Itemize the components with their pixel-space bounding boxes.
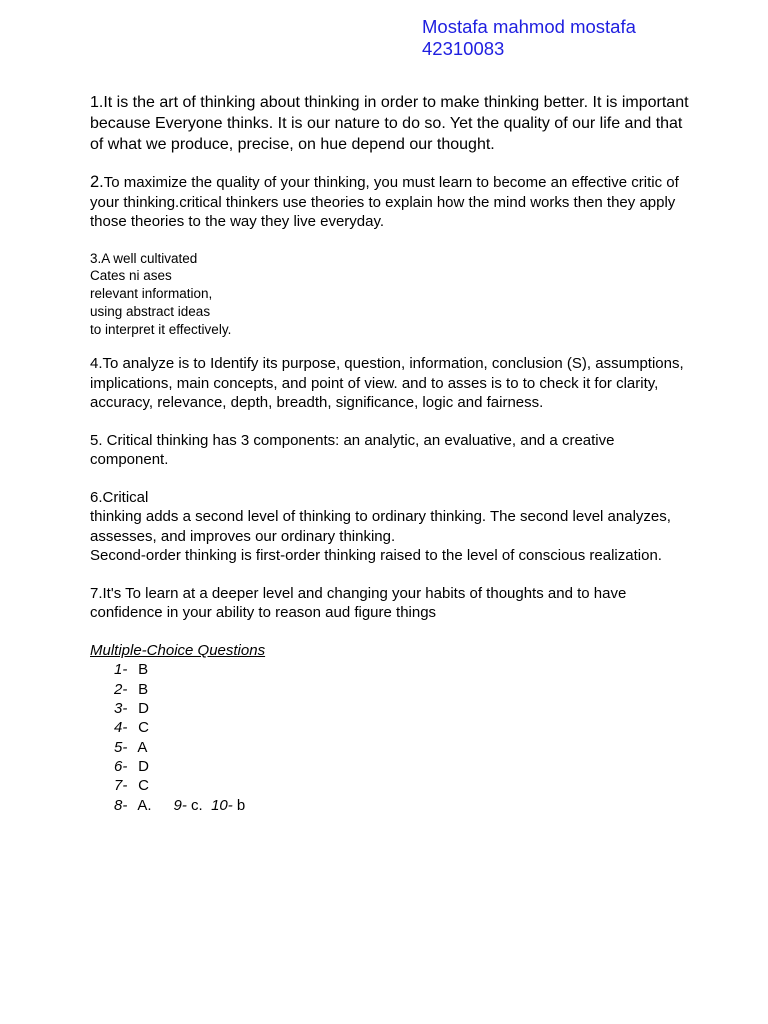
answer-6-line: 6.Critical bbox=[90, 488, 149, 506]
list-item bbox=[114, 699, 690, 718]
mcq-list bbox=[90, 660, 690, 814]
list-item bbox=[114, 660, 690, 679]
list-item bbox=[114, 776, 690, 795]
answer-3 bbox=[90, 250, 690, 339]
mcq-answer: B bbox=[138, 680, 149, 698]
mcq-answer: C bbox=[138, 777, 150, 795]
answer-5: 5. Critical thinking has 3 components: an analytic, an evaluative, and a creative component. bbox=[90, 431, 615, 469]
answer-7: 7.It's To learn at a deeper level and changing your habits of thoughts and to have confidence in your ability to reason aud figure things bbox=[90, 584, 627, 622]
answer-sheet bbox=[90, 92, 690, 815]
mcq-number: 10- bbox=[211, 796, 233, 814]
mcq-number: 1- bbox=[114, 661, 128, 679]
student-id: 42310083 bbox=[422, 38, 505, 59]
answer-2-text: To maximize the quality of your thinking, you must learn to become an effective critic of your thinking.critical thinkers use theories to explain how the mind works then they apply those theories to the way they live everyday. bbox=[90, 174, 679, 230]
mcq-answer: C bbox=[138, 719, 150, 737]
mcq-number: 4- bbox=[114, 719, 128, 737]
mcq-number: 9- bbox=[173, 796, 187, 814]
mcq-number: 6- bbox=[114, 757, 128, 775]
list-item bbox=[114, 757, 690, 776]
answer-6-line: thinking adds a second level of thinking to ordinary thinking. The second level analyzes, assesses, and improves our ordinary thinking. bbox=[90, 508, 671, 545]
mcq-answer: A. bbox=[137, 796, 152, 814]
mcq-title: Multiple-Choice Questions bbox=[90, 641, 266, 659]
answer-3-line: to interpret it effectively. bbox=[90, 321, 232, 337]
mcq-answer: c. bbox=[191, 796, 203, 814]
answer-3-line: Cates ni ases bbox=[90, 268, 172, 284]
mcq-number: 5- bbox=[114, 738, 128, 756]
answer-6-line: Second-order thinking is first-order thinking raised to the level of conscious realization. bbox=[90, 547, 662, 565]
mcq-extra bbox=[174, 797, 246, 814]
mcq-answer: B bbox=[138, 661, 149, 679]
list-item bbox=[114, 718, 690, 737]
mcq-number: 2- bbox=[114, 680, 128, 698]
mcq-answer: A bbox=[137, 738, 148, 756]
mcq-number: 8- bbox=[114, 796, 128, 814]
mcq-number: 3- bbox=[114, 700, 128, 718]
answer-1: 1.It is the art of thinking about thinking in order to make thinking better. It is important because Everyone thinks. It is our nature to do so. Yet the quality of our life and that of what we produce, precise, on hue depend our thought. bbox=[90, 94, 689, 153]
list-item bbox=[114, 796, 690, 815]
student-header bbox=[422, 16, 636, 60]
answer-3-line: 3.A well cultivated bbox=[90, 250, 198, 266]
mcq-answer: D bbox=[138, 757, 150, 775]
answer-3-line: using abstract ideas bbox=[90, 303, 211, 319]
answer-2-number: 2. bbox=[90, 173, 104, 191]
answer-4: 4.To analyze is to Identify its purpose, question, information, conclusion (S), assumptions, implications, main concepts, and point of view. and to asses is to to check it for clarity, accuracy, relevance, depth, breadth, significance, logic and fairness. bbox=[90, 355, 684, 412]
answer-6 bbox=[90, 488, 690, 566]
mcq-answer: b bbox=[236, 796, 246, 814]
answer-2 bbox=[90, 173, 690, 232]
answer-3-line: relevant information, bbox=[90, 286, 213, 302]
mcq-answer: D bbox=[138, 700, 150, 718]
list-item bbox=[114, 738, 690, 757]
student-name: Mostafa mahmod mostafa bbox=[422, 16, 636, 37]
mcq-number: 7- bbox=[114, 777, 128, 795]
list-item bbox=[114, 680, 690, 699]
